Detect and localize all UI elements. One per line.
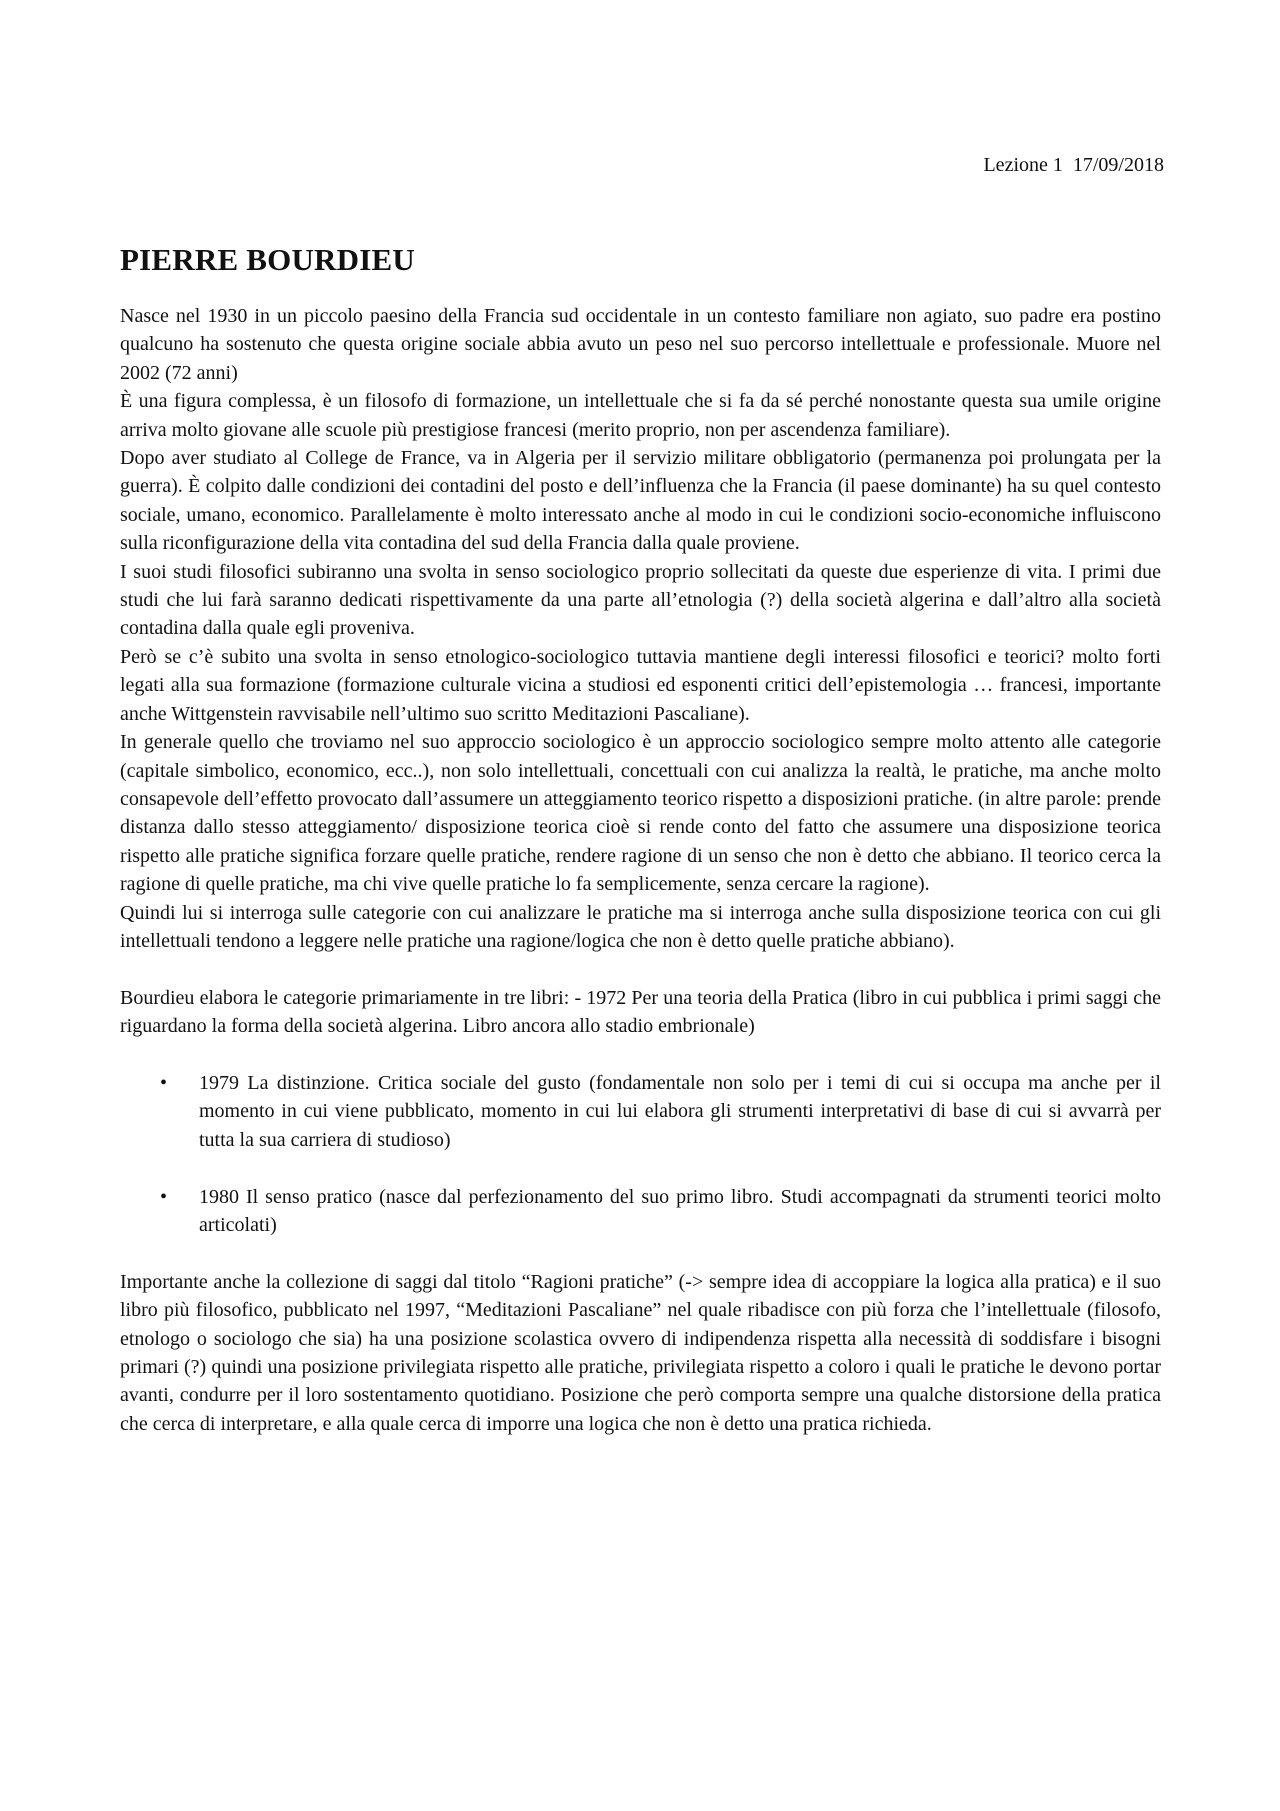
paragraph-complex-figure: È una figura complessa, è un filosofo di formazione, un intellettuale che si fa da sé perché nonostante questa sua umile origine arriva molto giovane alle scuole più prestigiose francesi (merito proprio, non per ascendenza familiare). xyxy=(120,390,1161,441)
paragraph-philosophical-interests: Però se c’è subito una svolta in senso etnologico-sociologico tuttavia mantiene degli interessi filosofici e teorici? molto forti legati alla sua formazione (formazione culturale vicina a studiosi ed esponenti critici dell’epistemologia … francesi, importante anche Wittgenstein ravvisabile nell’ultimo suo scritto Meditazioni Pascaliane). xyxy=(120,645,1161,725)
paragraph-sociological-turn: I suoi studi filosofici subiranno una svolta in senso sociologico proprio sollecitati da queste due esperienze di vita. I primi due studi che lui farà saranno dedicati rispettivamente da una parte all’etnologia (?) della società algerina e dall’altro alla società contadina dalla quale egli proveniva. xyxy=(120,560,1161,640)
list-item-text: 1979 La distinzione. Critica sociale del gusto (fondamentale non solo per i temi di cui si occupa ma anche per il momento in cui viene pubblicato, momento in cui lui elabora gli strumenti interpretativi di base di cui si avvarrà per tutta la sua carriera di studioso) xyxy=(199,1071,1161,1151)
bullet-icon: • xyxy=(160,1185,168,1208)
books-list xyxy=(120,1069,1161,1239)
paragraph-books-intro: Bourdieu elabora le categorie primariamente in tre libri: - 1972 Per una teoria della Pratica (libro in cui pubblica i primi saggi che riguardano la forma della società algerina. Libro ancora allo stadio embrionale) xyxy=(120,986,1161,1038)
paragraph-closing: Importante anche la collezione di saggi dal titolo “Ragioni pratiche” (-> sempre idea di accoppiare la logica alla pratica) e il suo libro più filosofico, pubblicato nel 1997, “Meditazioni Pascaliane” nel quale ribadisce con più forza che l’intellettuale (filosofo, etnologo o sociologo che sia) ha una posizione scolastica ovvero di indipendenza rispetta alla necessità di soddisfare i bisogni primari (?) quindi una posizione privilegiata rispetto alle pratiche, privilegiata rispetto a coloro i quali le pratiche le devono portar avanti, condurre per il loro sostentamento quotidiano. Posizione che però comporta sempre una qualche distorsione della pratica che cerca di interpretare, e alla quale cerca di imporre una logica che non è detto una pratica richieda. xyxy=(120,1270,1161,1435)
document-title: PIERRE BOURDIEU xyxy=(120,242,415,277)
paragraph-biography: Nasce nel 1930 in un piccolo paesino della Francia sud occidentale in un contesto familiare non agiato, suo padre era postino qualcuno ha sostenuto che questa origine sociale abbia avuto un peso nel suo percorso intellettuale e professionale. Muore nel 2002 (72 anni) xyxy=(120,305,1161,384)
list-item-text: 1980 Il senso pratico (nasce dal perfezionamento del suo primo libro. Studi accompagnati da strumenti teorici molto articolati) xyxy=(199,1185,1161,1236)
paragraph-categories: Quindi lui si interroga sulle categorie con cui analizzare le pratiche ma si interroga anche sulla disposizione teorica con cui gli intellettuali tendono a leggere nelle pratiche una ragione/logica che non è detto quelle pratiche abbiano). xyxy=(120,901,1161,952)
list-item xyxy=(120,1069,1161,1154)
lesson-date-header: Lezione 1 17/09/2018 xyxy=(983,154,1164,176)
paragraph-approach: In generale quello che troviamo nel suo approccio sociologico è un approccio sociologico sempre molto attento alle categorie (capitale simbolico, economico, ecc..), non solo intellettuali, concettuali con cui analizza la realtà, le pratiche, ma anche molto consapevole dell’effetto provocato dall’assumere un atteggiamento teorico rispetto a disposizioni pratiche. (in altre parole: prende distanza dallo stesso atteggiamento/ disposizione teorica cioè si rende conto del fatto che assumere una disposizione teorica rispetto alle pratiche significa forzare quelle pratiche, rendere ragione di un senso che non è detto che abbiano. Il teorico cerca la ragione di quelle pratiche, ma chi vive quelle pratiche lo fa semplicemente, senza cercare la ragione). xyxy=(120,731,1161,896)
document-body xyxy=(120,302,1161,1438)
bullet-icon: • xyxy=(160,1071,168,1094)
paragraph-spacer xyxy=(120,1239,1161,1267)
paragraph-spacer xyxy=(120,1041,1161,1069)
list-item xyxy=(120,1183,1161,1240)
paragraph-algeria: Dopo aver studiato al College de France, va in Algeria per il servizio militare obbligatorio (permanenza poi prolungata per la guerra). È colpito dalle condizioni dei contadini del posto e dell’influenza che la Francia (il paese dominante) ha su quel contesto sociale, umano, economico. Parallelamente è molto interessato anche al modo in cui le condizioni socio-economiche influiscono sulla riconfigurazione della vita contadina del sud della Francia dalla quale proviene. xyxy=(120,447,1161,555)
paragraph-spacer xyxy=(120,955,1161,983)
